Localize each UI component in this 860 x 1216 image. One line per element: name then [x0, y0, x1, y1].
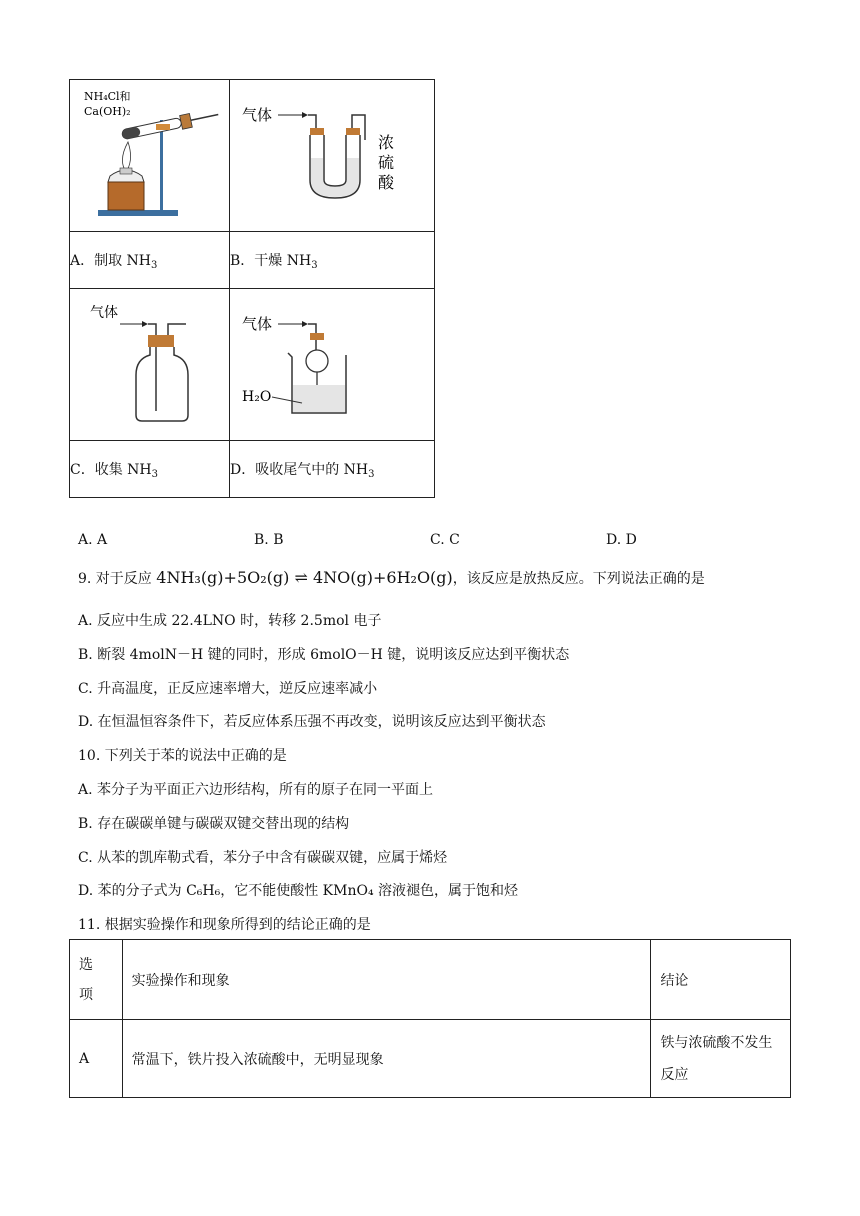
table-header-row	[70, 940, 791, 1020]
caption-b-sub: 3	[311, 259, 318, 271]
gas-label: 气体	[242, 106, 273, 124]
q9-option-d: D. 在恒温恒容条件下，若反应体系压强不再改变，说明该反应达到平衡状态	[78, 714, 546, 730]
q8-option-c: C. C	[430, 532, 460, 548]
q9-option-a: A. 反应中生成 22.4LNO 时，转移 2.5mol 电子	[78, 613, 382, 629]
beaker-absorption-figure	[230, 289, 434, 436]
q8-option-a: A. A	[78, 532, 108, 548]
caption-c-text: C．收集 NH	[70, 461, 152, 478]
caption-d-sub: 3	[368, 468, 375, 480]
gas-label-d: 气体	[242, 315, 273, 333]
table-row	[70, 1020, 791, 1098]
q10-option-a: A. 苯分子为平面正六边形结构，所有的原子在同一平面上	[78, 782, 434, 798]
row-option: A	[70, 1020, 123, 1098]
q9-stem-prefix: 9. 对于反应	[78, 571, 157, 587]
q9-stem-suffix: ，该反应是放热反应。下列说法正确的是	[452, 571, 705, 587]
reagent-label-1: NH₄Cl和	[84, 90, 131, 103]
header-option-line1: 选	[79, 956, 93, 973]
header-option	[70, 940, 123, 1020]
apparatus-heating-figure	[70, 80, 229, 227]
q9-equation: 4NH₃(g)+5O₂(g) ⇌ 4NO(g)+6H₂O(g)	[156, 568, 453, 587]
caption-b	[230, 232, 435, 289]
q10-option-b: B. 存在碳碳单键与碳碳双键交替出现的结构	[78, 816, 350, 832]
caption-a	[70, 232, 230, 289]
figure-cell-c	[70, 289, 230, 441]
q10-option-d: D. 苯的分子式为 C₆H₆，它不能使酸性 KMnO₄ 溶液褪色，属于饱和烃	[78, 883, 519, 899]
caption-b-text: B．干燥 NH	[230, 252, 312, 269]
water-label: H₂O	[242, 389, 272, 405]
caption-d	[230, 441, 435, 498]
q9-option-b: B. 断裂 4molN－H 键的同时，形成 6molO－H 键，说明该反应达到平衡状态	[78, 647, 570, 663]
row-conclusion-line1: 铁与浓硫酸不发生	[660, 1034, 773, 1051]
figure-cell-b	[230, 80, 435, 232]
figure-cell-a	[70, 80, 230, 232]
reagent-label-2: Ca(OH)₂	[84, 105, 131, 118]
caption-d-text: D．吸收尾气中的 NH	[230, 461, 369, 478]
q8-figure-table	[69, 79, 435, 498]
conc-label-1: 浓	[378, 133, 395, 152]
u-tube-figure	[230, 80, 434, 227]
caption-a-sub: 3	[151, 259, 158, 271]
q10-stem: 10. 下列关于苯的说法中正确的是	[78, 748, 287, 764]
header-operation: 实验操作和现象	[122, 940, 651, 1020]
gas-bottle-figure	[70, 289, 229, 436]
q8-option-d: D. D	[606, 532, 637, 548]
q9-stem	[78, 568, 705, 588]
header-option-line2: 项	[79, 986, 93, 1003]
header-conclusion: 结论	[651, 940, 791, 1020]
row-operation: 常温下，铁片投入浓硫酸中，无明显现象	[122, 1020, 651, 1098]
conc-label-3: 酸	[378, 173, 395, 192]
q9-option-c: C. 升高温度，正反应速率增大，逆反应速率减小	[78, 681, 378, 697]
gas-label-c: 气体	[90, 305, 118, 321]
row-conclusion	[651, 1020, 791, 1098]
conc-label-2: 硫	[378, 153, 395, 172]
q8-option-b: B. B	[254, 532, 284, 548]
figure-cell-d	[230, 289, 435, 441]
q11-stem: 11. 根据实验操作和现象所得到的结论正确的是	[78, 917, 371, 933]
caption-c-sub: 3	[151, 468, 158, 480]
q11-table	[69, 939, 791, 1098]
q10-option-c: C. 从苯的凯库勒式看，苯分子中含有碳碳双键，应属于烯烃	[78, 850, 448, 866]
row-conclusion-line2: 反应	[660, 1066, 689, 1083]
caption-a-text: A．制取 NH	[70, 252, 152, 269]
caption-c	[70, 441, 230, 498]
